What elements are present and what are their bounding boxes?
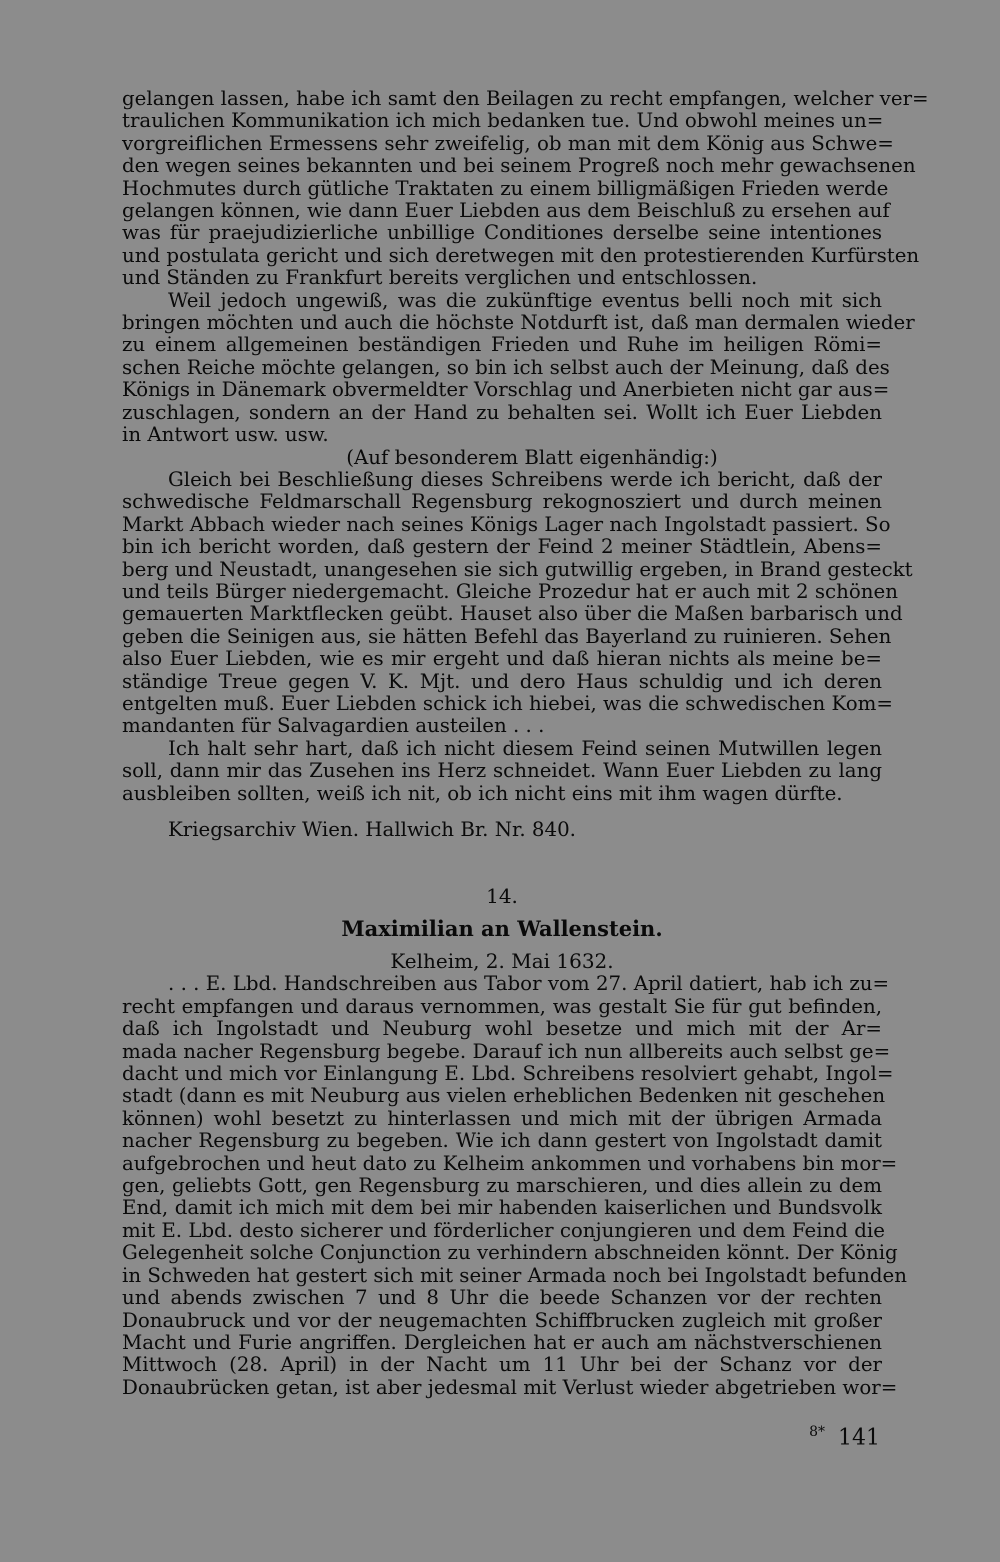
text-line: zu einem allgemeinen beständigen Frieden und Ruhe im heiligen Römi= (122, 333, 882, 357)
paragraph-4 (122, 738, 882, 805)
text-line: gelangen können, wie dann Euer Liebden aus dem Beischluß zu ersehen auf (122, 199, 890, 223)
text-line: in Schweden hat gestert sich mit seiner Armada noch bei Ingolstadt befunden (122, 1263, 907, 1287)
text-line: soll, dann mir das Zusehen ins Herz schneidet. Wann Euer Liebden zu lang (122, 759, 882, 783)
text-line: können) wohl besetzt zu hinterlassen und mich mit der übrigen Armada (122, 1106, 882, 1130)
text-line: . . . E. Lbd. Handschreiben aus Tabor vom 27. April datiert, hab ich zu= (168, 972, 890, 996)
text-line: mit E. Lbd. desto sicherer und förderlicher conjungieren und dem Feind die (122, 1218, 885, 1242)
text-line: zuschlagen, sondern an der Hand zu behalten sei. Wollt ich Euer Liebden (122, 400, 882, 424)
text-line: geben die Seinigen aus, sie hätten Befehl das Bayerland zu ruinieren. Sehen (122, 624, 892, 648)
text-line: und postulata gericht und sich deretwegen mit den protestierenden Kurfürsten (122, 243, 920, 267)
text-line: stadt (dann es mit Neuburg aus vielen erheblichen Bedenken nit geschehen (122, 1084, 886, 1108)
document-number: 14. (486, 884, 518, 909)
text-line: Weil jedoch ungewiß, was die zukünftige eventus belli noch mit sich (168, 288, 882, 312)
text-line: Markt Abbach wieder nach seines Königs Lager nach Ingolstadt passiert. So (122, 512, 891, 536)
text-line: End, damit ich mich mit dem bei mir habenden kaiserlichen und Bundsvolk (122, 1196, 882, 1220)
text-line: Gleich bei Beschließung dieses Schreibens werde ich bericht, daß der (168, 467, 882, 491)
text-line: bringen möchten und auch die höchste Notdurft ist, daß man dermalen wieder (122, 311, 915, 335)
text-line: in Antwort usw. usw. (122, 423, 329, 447)
text-line: und abends zwischen 7 und 8 Uhr die beede Schanzen vor der rechten (122, 1286, 882, 1310)
paragraph-3 (122, 467, 913, 738)
document-title: Maximilian an Wallenstein. (341, 916, 663, 942)
text-line: was für praejudizierliche unbillige Conditiones derselbe seine intentiones (122, 221, 882, 245)
source-citation: Kriegsarchiv Wien. Hallwich Br. Nr. 840. (168, 818, 576, 841)
text-line: bin ich bericht worden, daß gestern der Feind 2 meiner Städtlein, Abens= (122, 535, 882, 559)
text-line: also Euer Liebden, wie es mir ergeht und daß hieran nichts als meine be= (122, 647, 882, 671)
text-line: gemauerten Marktflecken geübt. Hauset also über die Maßen barbarisch und (122, 602, 903, 626)
text-line: Donaubrücken getan, ist aber jedesmal mit Verlust wieder abgetrieben wor= (122, 1375, 898, 1399)
paragraph-1 (122, 87, 929, 290)
page-number: 141 (838, 1425, 880, 1451)
text-line: schwedische Feldmarschall Regensburg rekognosziert und durch meinen (122, 490, 882, 514)
text-line: mada nacher Regensburg begebe. Darauf ich nun allbereits auch selbst ge= (122, 1039, 891, 1063)
text-line: schen Reiche möchte gelangen, so bin ich selbst auch der Meinung, daß des (122, 355, 890, 379)
text-line: traulichen Kommunikation ich mich bedanken tue. Und obwohl meines un= (122, 109, 884, 133)
text-line: vorgreiflichen Ermessens sehr zweifelig, ob man mit dem König aus Schwe= (122, 131, 894, 155)
text-line: dacht und mich vor Einlangung E. Lbd. Schreibens resolviert gehabt, Ingol= (122, 1062, 894, 1086)
text-line: Gelegenheit solche Conjunction zu verhindern abschneiden könnt. Der König (122, 1241, 898, 1265)
text-line: und Ständen zu Frankfurt bereits verglichen und entschlossen. (122, 266, 758, 290)
text-line: Hochmutes durch gütliche Traktaten zu einem billigmäßigen Frieden werde (122, 176, 889, 200)
page-footer (809, 1424, 880, 1450)
signature-mark: 8* (809, 1424, 825, 1440)
text-line: den wegen seines bekannten und bei seinem Progreß noch mehr gewachsenen (122, 154, 916, 178)
document-date: Kelheim, 2. Mai 1632. (390, 949, 614, 974)
text-line: gelangen lassen, habe ich samt den Beilagen zu recht empfangen, welcher ver= (122, 87, 929, 110)
text-line: Königs in Dänemark obvermeldter Vorschlag und Anerbieten nicht gar aus= (122, 378, 890, 402)
text-line: nacher Regensburg zu begeben. Wie ich dann gestert von Ingolstadt damit (122, 1129, 882, 1153)
text-line: berg und Neustadt, unangesehen sie sich gutwillig ergeben, in Brand gesteckt (122, 557, 913, 581)
text-line: Mittwoch (28. April) in der Nacht um 11 Uhr bei der Schanz vor der (122, 1353, 882, 1377)
text-line: Donaubruck und vor der neugemachten Schiffbrucken zugleich mit großer (122, 1308, 882, 1332)
handwritten-note-heading: (Auf besonderem Blatt eigenhändig:) (346, 445, 718, 469)
text-line: recht empfangen und daraus vernommen, was gestalt Sie für gut befinden, (122, 994, 882, 1018)
text-line: entgelten muß. Euer Liebden schick ich hiebei, was die schwedischen Kom= (122, 691, 893, 715)
text-line: ausbleiben sollten, weiß ich nit, ob ich nicht eins mit ihm wagen dürfte. (122, 781, 843, 805)
text-line: mandanten für Salvagardien austeilen . . . (122, 714, 545, 738)
paragraph-2 (122, 288, 915, 447)
text-line: gen, geliebts Gott, gen Regensburg zu marschieren, und dies allein zu dem (122, 1174, 882, 1198)
text-line: aufgebrochen und heut dato zu Kelheim ankommen und vorhabens bin mor= (122, 1151, 898, 1175)
text-line: Macht und Furie angriffen. Dergleichen hat er auch am nächstverschienen (122, 1330, 882, 1354)
text-line: und teils Bürger niedergemacht. Gleiche Prozedur hat er auch mit 2 schönen (122, 579, 898, 603)
page-content (122, 87, 929, 1399)
text-line: ständige Treue gegen V. K. Mjt. und dero Haus schuldig und ich deren (122, 669, 882, 693)
text-line: daß ich Ingolstadt und Neuburg wohl besetze und mich mit der Ar= (122, 1017, 882, 1041)
paragraph-5 (122, 972, 907, 1399)
text-line: Ich halt sehr hart, daß ich nicht diesem Feind seinen Mutwillen legen (168, 736, 882, 760)
